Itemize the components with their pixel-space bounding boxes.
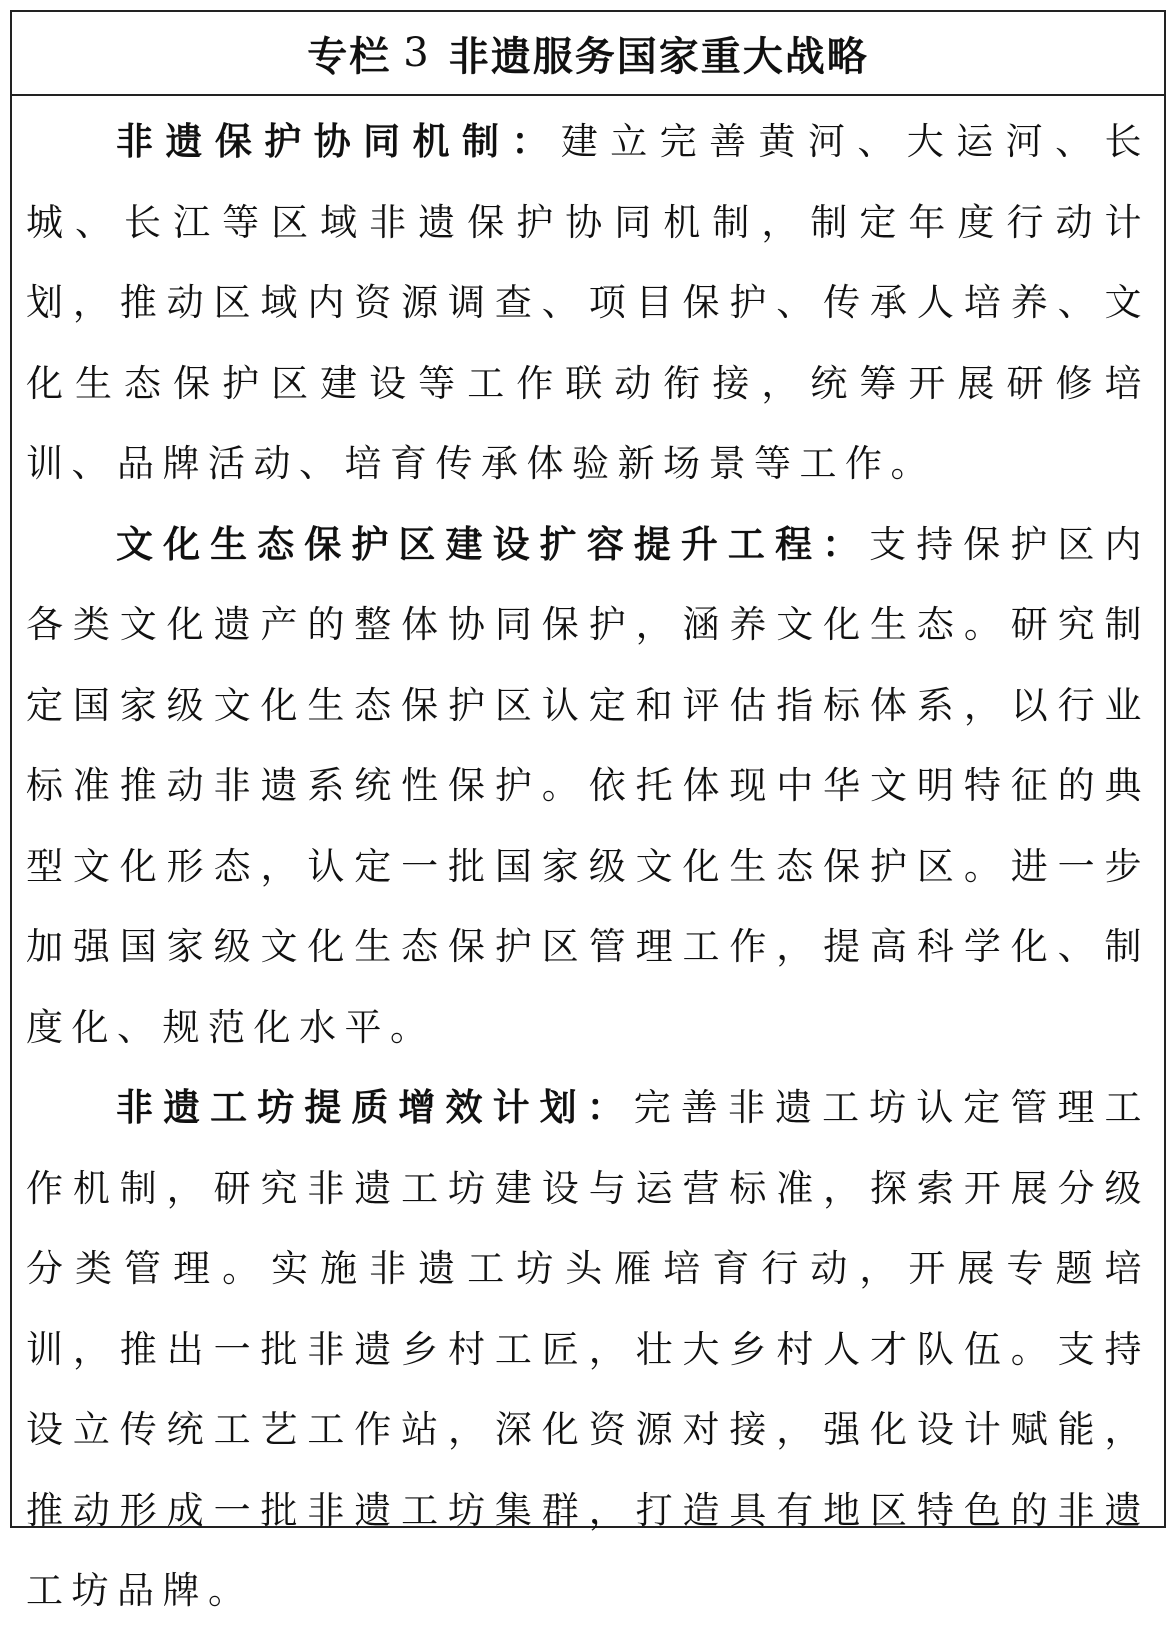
column-title-number: 3	[403, 30, 431, 76]
paragraph-lead: 非遗保护协同机制：	[116, 120, 561, 163]
paragraph-body: 建立完善黄河、大运河、长城、长江等区域非遗保护协同机制，制定年度行动计划，推动区域内资源调查、项目保护、传承人培养、文化生态保护区建设等工作联动衔接，统筹开展研修培训、品牌活动、培育传承体验新场景等工作。	[26, 120, 1151, 485]
paragraph-body: 支持保护区内各类文化遗产的整体协同保护，涵养文化生态。研究制定国家级文化生态保护区认定和评估指标体系，以行业标准推动非遗系统性保护。依托体现中华文明特征的典型文化形态，认定一批国家级文化生态保护区。进一步加强国家级文化生态保护区管理工作，提高科学化、制度化、规范化水平。	[26, 522, 1151, 1049]
paragraph-workshop-plan	[26, 1068, 1150, 1632]
column-title-prefix: 专栏	[307, 33, 392, 80]
paragraph-body: 完善非遗工坊认定管理工作机制，研究非遗工坊建设与运营标准，探索开展分级分类管理。实施非遗工坊头雁培育行动，开展专题培训，推出一批非遗乡村工匠，壮大乡村人才队伍。支持设立传统工艺工作站，深化资源对接，强化设计赋能，推动形成一批非遗工坊集群，打造具有地区特色的非遗工坊品牌。	[26, 1086, 1151, 1612]
column-title	[12, 12, 1164, 96]
paragraph-ecological-reserve	[26, 505, 1150, 1069]
special-column-box	[10, 10, 1166, 1612]
paragraph-lead: 非遗工坊提质增效计划：	[116, 1086, 634, 1129]
column-content	[12, 96, 1164, 1632]
column-title-text: 非遗服务国家重大战略	[448, 33, 869, 80]
paragraph-lead: 文化生态保护区建设扩容提升工程：	[116, 522, 870, 566]
paragraph-cooperation-mechanism	[26, 102, 1150, 505]
